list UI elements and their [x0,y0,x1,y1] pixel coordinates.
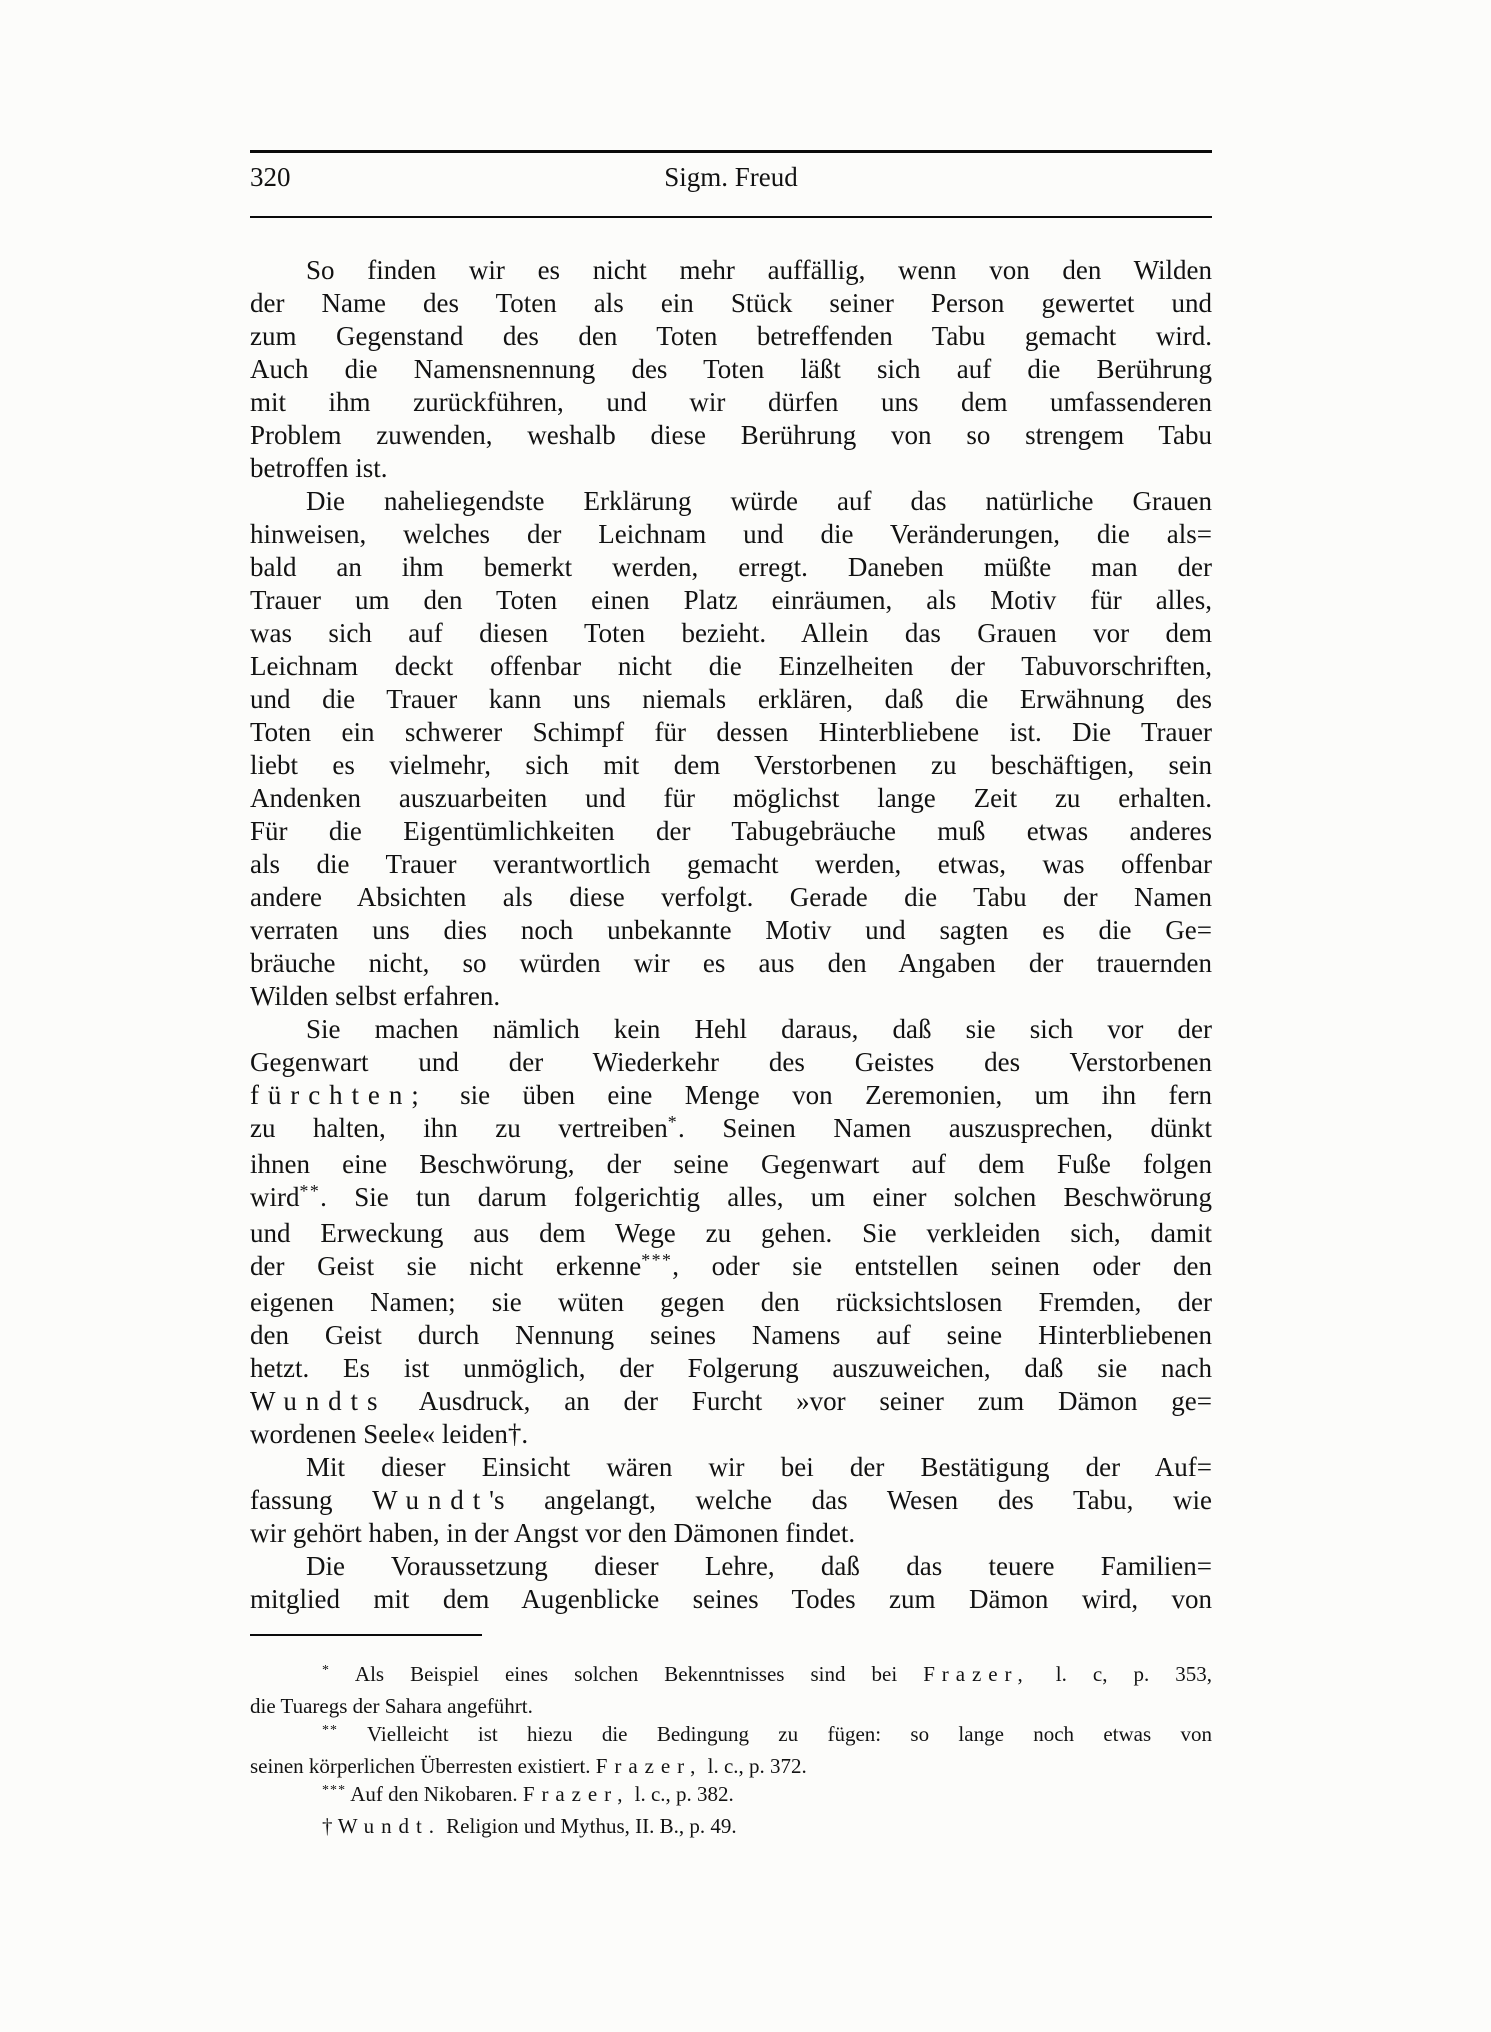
text-line: † Wundt. Religion und Mythus, II. B., p. 49. [322,1813,737,1838]
running-title: Sigm. Freud [664,162,798,192]
text-line: Trauer um den Toten einen Platz einräumen, als Motiv für alles, [250,585,1212,615]
text-line: betroffen ist. [250,453,388,483]
text-line: andere Absichten als diese verfolgt. Gerade die Tabu der Namen [250,882,1212,912]
paragraph [250,254,1212,485]
text-line: mit ihm zurückführen, und wir dürfen uns dem umfassenderen [250,387,1212,417]
body-text [250,254,1212,1616]
text-line: Mit dieser Einsicht wären wir bei der Bestätigung der Auf= [306,1452,1212,1482]
text-line: den Geist durch Nennung seines Namens auf seine Hinterbliebenen [250,1320,1212,1350]
text-line: als die Trauer verantwortlich gemacht werden, etwas, was offenbar [250,849,1212,879]
text-line: was sich auf diesen Toten bezieht. Allein das Grauen vor dem [250,618,1212,648]
paragraph [250,1780,1212,1812]
text-line: Für die Eigentümlichkeiten der Tabugebräuche muß etwas anderes [250,816,1212,846]
text-line: Die naheliegendste Erklärung würde auf das natürliche Grauen [306,486,1212,516]
text-line: bald an ihm bemerkt werden, erregt. Daneben müßte man der [250,552,1212,582]
paragraph [250,1451,1212,1550]
text-line: hinweisen, welches der Leichnam und die Veränderungen, die als= [250,519,1212,549]
paragraph [250,1812,1212,1841]
text-line: der Geist sie nicht erkenne***, oder sie entstellen seinen oder den [250,1250,1213,1281]
text-line: wird**. Sie tun darum folgerichtig alles, um einer solchen Beschwörung [250,1181,1212,1212]
text-line: wordenen Seele« leiden†. [250,1419,529,1449]
text-line: mitglied mit dem Augenblicke seines Todes zum Dämon wird, von [250,1584,1212,1614]
text-line: Leichnam deckt offenbar nicht die Einzelheiten der Tabuvorschriften, [250,651,1212,681]
header-rule-bottom [250,216,1212,218]
paragraph [250,1013,1212,1451]
text-line: Wundts Ausdruck, an der Furcht »vor seiner zum Dämon ge= [250,1386,1212,1416]
text-line: So finden wir es nicht mehr auffällig, wenn von den Wilden [306,255,1212,285]
text-line: Sie machen nämlich kein Hehl daraus, daß sie sich vor der [306,1014,1212,1044]
text-line: zum Gegenstand des den Toten betreffenden Tabu gemacht wird. [250,321,1212,351]
text-line: wir gehört haben, in der Angst vor den Dämonen findet. [250,1518,856,1548]
page-number: 320 [250,162,291,192]
text-line: fassung Wundt's angelangt, welche das Wesen des Tabu, wie [250,1485,1212,1515]
text-line: ** Vielleicht ist hiezu die Bedingung zu fügen: so lange noch etwas von [322,1722,1212,1746]
paragraph [250,1720,1212,1780]
text-line: Gegenwart und der Wiederkehr des Geistes des Verstorbenen [250,1047,1212,1077]
paragraph [250,1660,1212,1720]
text-line: *** Auf den Nikobaren. Frazer, l. c., p. 382. [322,1782,734,1806]
header-rule-top [250,150,1212,153]
text-line: Problem zuwenden, weshalb diese Berührung von so strengem Tabu [250,420,1212,450]
text-line: Toten ein schwerer Schimpf für dessen Hinterbliebene ist. Die Trauer [250,717,1212,747]
text-line: * Als Beispiel eines solchen Bekenntnisses sind bei Frazer, l. c, p. 353, [322,1662,1212,1686]
text-line: ihnen eine Beschwörung, der seine Gegenwart auf dem Fuße folgen [250,1149,1212,1179]
text-line: zu halten, ihn zu vertreiben*. Seinen Namen auszusprechen, dünkt [250,1112,1212,1143]
text-line: die Tuaregs der Sahara angeführt. [250,1693,533,1718]
text-line: bräuche nicht, so würden wir es aus den Angaben der trauernden [250,948,1212,978]
text-line: Auch die Namensnennung des Toten läßt sich auf die Berührung [250,354,1212,384]
text-line: und die Trauer kann uns niemals erklären, daß die Erwähnung des [250,684,1212,714]
paragraph [250,1550,1212,1616]
text-line: fürchten; sie üben eine Menge von Zeremonien, um ihn fern [250,1080,1212,1110]
text-line: und Erweckung aus dem Wege zu gehen. Sie verkleiden sich, damit [250,1218,1212,1248]
text-line: der Name des Toten als ein Stück seiner Person gewertet und [250,288,1212,318]
paragraph [250,485,1212,1013]
text-line: liebt es vielmehr, sich mit dem Verstorbenen zu beschäftigen, sein [250,750,1212,780]
text-line: Wilden selbst erfahren. [250,981,501,1011]
text-line: Andenken auszuarbeiten und für möglichst lange Zeit zu erhalten. [250,783,1212,813]
text-line: seinen körperlichen Überresten existiert. Frazer, l. c., p. 372. [250,1753,807,1778]
page-header [250,162,1212,202]
footnotes [250,1660,1212,1840]
text-line: hetzt. Es ist unmöglich, der Folgerung auszuweichen, daß sie nach [250,1353,1212,1383]
footnote-separator [250,1634,482,1636]
text-line: verraten uns dies noch unbekannte Motiv und sagten es die Ge= [250,915,1212,945]
text-line: eigenen Namen; sie wüten gegen den rücksichtslosen Fremden, der [250,1287,1212,1317]
text-line: Die Voraussetzung dieser Lehre, daß das teuere Familien= [306,1551,1212,1581]
